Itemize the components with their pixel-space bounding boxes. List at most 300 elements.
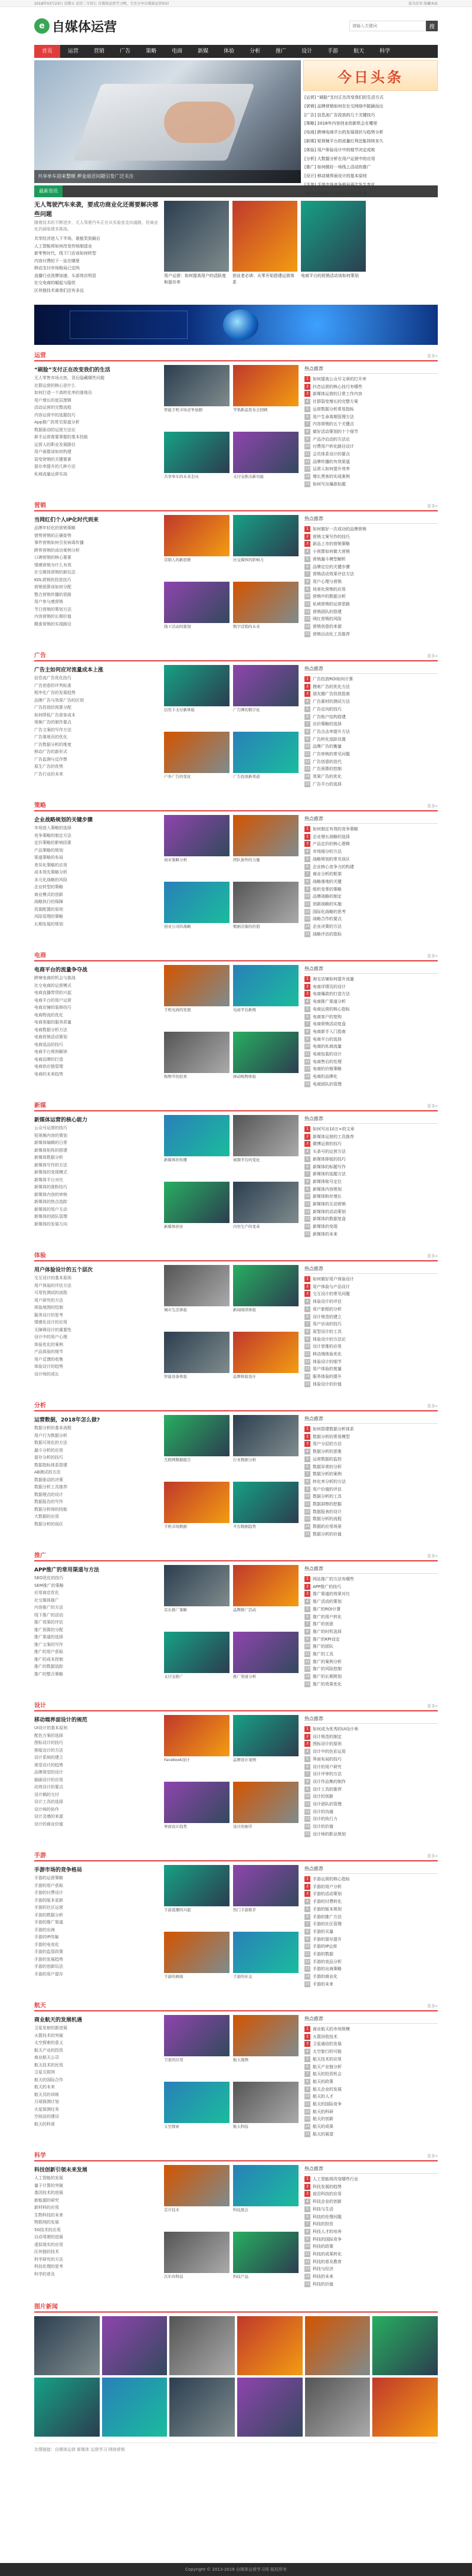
hot-text[interactable]: 国际化战略的思考	[313, 909, 346, 914]
image-caption[interactable]: 用户运营：如何提高用户的活跃度和留存率	[164, 273, 226, 285]
article-item[interactable]: 新手运营需要掌握的基本技能	[34, 435, 88, 439]
hot-item[interactable]	[304, 2056, 438, 2063]
hot-text[interactable]: 用户生命周期管理方法	[313, 414, 354, 419]
article-item[interactable]: 电商客服的服务质量	[34, 1020, 71, 1025]
article-item[interactable]: 电商促销活动策划	[34, 1035, 67, 1039]
hot-text[interactable]: 新媒体的活动策划	[313, 1209, 346, 1214]
hot-item[interactable]	[304, 1756, 438, 1763]
hot-text[interactable]: 电商团队的管理	[313, 1081, 342, 1087]
hot-item[interactable]	[304, 1898, 438, 1906]
hot-item[interactable]	[304, 1028, 438, 1036]
tile-caption[interactable]: 航天科技	[233, 2124, 248, 2129]
hot-text[interactable]: 淘宝店铺如何提升流量	[313, 977, 354, 982]
hot-item[interactable]	[304, 683, 438, 691]
article-item[interactable]: 电商供应链管理	[34, 1064, 63, 1069]
article-item[interactable]: 节日营销的策划方法	[34, 606, 71, 612]
tile-caption[interactable]: 京东推广策略	[164, 1607, 187, 1612]
hot-text[interactable]: 数据分析的价值	[313, 1531, 342, 1537]
hot-item[interactable]	[304, 481, 438, 488]
hot-item[interactable]	[304, 2265, 438, 2273]
hot-text[interactable]: 企业核心竞争力的构建	[313, 864, 354, 869]
article-item[interactable]: 用户体验的评估方法	[34, 1283, 71, 1288]
image-tile[interactable]	[164, 1265, 230, 1328]
hero-slider[interactable]	[34, 60, 301, 183]
section-title[interactable]: 科学	[34, 2153, 46, 2159]
photo-tile[interactable]	[34, 2316, 100, 2375]
hot-text[interactable]: 航天的展望	[313, 2131, 333, 2137]
hot-text[interactable]: 小预算如何做大营销	[313, 549, 350, 555]
tile-caption[interactable]: 界面设计趋势	[164, 1824, 187, 1829]
article-item[interactable]: 用户参与感营销	[34, 599, 63, 604]
hot-text[interactable]: 电商客户的复购	[313, 1014, 342, 1019]
section-headline[interactable]: APP推广的常用渠道与方法	[34, 1567, 100, 1573]
article-item[interactable]: 区块链的技术	[34, 2249, 59, 2254]
article-item[interactable]: 数据埋点的设计	[34, 1492, 63, 1497]
hot-text[interactable]: 电商爆款的打造方法	[313, 992, 350, 997]
hot-item[interactable]	[304, 1148, 438, 1156]
image-tile[interactable]	[233, 1715, 299, 1778]
hot-text[interactable]: 营销文案写作的技巧	[313, 534, 350, 539]
article-item[interactable]: 动效设计的要点	[34, 1785, 63, 1789]
tile-caption[interactable]: 手机市场数据	[164, 1524, 187, 1529]
article-item[interactable]: 社交媒体营销的新玩法	[34, 570, 76, 575]
hot-item[interactable]	[304, 1283, 438, 1291]
hot-item[interactable]	[304, 1373, 438, 1381]
article-item[interactable]: 手游的付费设计	[34, 1890, 63, 1895]
section-headline[interactable]: 运营数据，2018年怎么做?	[34, 1417, 100, 1423]
hot-item[interactable]	[304, 1620, 438, 1628]
hot-text[interactable]: 社群裂变增长的完整方案	[313, 399, 358, 405]
hot-text[interactable]: 电商详情页的设计	[313, 984, 346, 989]
article-item[interactable]: 跨界营销的成功案例分析	[34, 547, 80, 553]
hot-text[interactable]: 手游的IP运营	[313, 1944, 337, 1949]
tile-caption[interactable]: 城市生活体验	[164, 1307, 187, 1312]
hot-text[interactable]: 手游的付费转化	[313, 1899, 342, 1905]
hot-text[interactable]: 科技的价值	[313, 2281, 333, 2287]
hot-text[interactable]: 出价策略的选择	[313, 722, 342, 727]
tile-caption[interactable]: 线下活动的策划	[164, 624, 191, 629]
article-item[interactable]: 体验优化的案例	[34, 1342, 63, 1347]
photo-tile[interactable]	[102, 2378, 168, 2437]
hot-text[interactable]: 手游的社区管理	[313, 1922, 342, 1927]
article-item[interactable]: 推广渠道的选择	[34, 1635, 63, 1639]
image-tile[interactable]	[233, 2165, 299, 2228]
hot-item[interactable]	[304, 570, 438, 578]
hot-item[interactable]	[304, 2228, 438, 2236]
image-tile[interactable]	[164, 732, 230, 795]
article-item[interactable]: 情感化设计的应用	[34, 1320, 67, 1325]
article-item[interactable]: 新媒体的团队管理	[34, 1214, 67, 1219]
article-item[interactable]: 数据分析师的技能	[34, 1507, 67, 1512]
article-item[interactable]: 手游的电竞化	[34, 1942, 59, 1947]
hot-item[interactable]	[304, 1815, 438, 1823]
hot-item[interactable]	[304, 1358, 438, 1366]
hot-item[interactable]	[304, 1906, 438, 1913]
tile-caption[interactable]: 创业公司的战略	[164, 924, 191, 929]
article-item[interactable]: 设计的商业价值	[34, 1821, 63, 1827]
article-item[interactable]: 航天产业的投资	[34, 2047, 63, 2053]
article-item[interactable]: 火星探测任务	[34, 2107, 59, 2112]
hot-item[interactable]	[304, 728, 438, 736]
hot-item[interactable]	[304, 1433, 438, 1441]
image-tile[interactable]	[233, 1782, 299, 1845]
tile-caption[interactable]: 内容生产的变革	[233, 1224, 260, 1229]
latest-item[interactable]: 内容付费的下一站在哪里	[34, 258, 80, 263]
hot-text[interactable]: 手游的买量	[313, 1929, 333, 1934]
slider-caption[interactable]: 共享单车迎来整顿 押金退还问题引发广泛关注	[34, 170, 301, 183]
hot-text[interactable]: 如何做好一次成功的品牌营销	[313, 527, 366, 531]
hot-item[interactable]	[304, 1801, 438, 1808]
article-item[interactable]: 信息流广告优化技巧	[34, 676, 71, 680]
tile-caption[interactable]: 太空探索	[164, 2124, 179, 2129]
hot-item[interactable]	[304, 1920, 438, 1928]
article-item[interactable]: 推广文案的写作	[34, 1642, 63, 1647]
more-link[interactable]: 更多»	[427, 654, 438, 658]
hot-item[interactable]	[304, 526, 438, 533]
today-item[interactable]: [新媒] 短视频平台的流量红利还能持续多久	[304, 138, 384, 144]
article-item[interactable]: 产品策略的规划	[34, 847, 63, 853]
article-item[interactable]: AB测试的方法	[34, 1470, 61, 1475]
tile-caption[interactable]: 电商平台新规	[233, 1007, 256, 1012]
article-item[interactable]: 商业航天公司	[34, 2055, 59, 2060]
hot-item[interactable]	[304, 563, 438, 571]
nav-item[interactable]: 电商	[172, 48, 183, 54]
hot-item[interactable]	[304, 878, 438, 886]
hot-item[interactable]	[304, 406, 438, 413]
hot-text[interactable]: 如何做好用户体验设计	[313, 1277, 354, 1282]
article-item[interactable]: 推广的整合策略	[34, 1671, 63, 1677]
site-logo[interactable]	[34, 17, 117, 35]
article-item[interactable]: 定价策略的影响因素	[34, 840, 71, 845]
latest-image-card[interactable]	[232, 201, 297, 300]
article-item[interactable]: 服务设计的思考	[34, 1312, 63, 1318]
hot-item[interactable]	[304, 1726, 438, 1733]
hot-text[interactable]: 航天产业链分析	[313, 2064, 342, 2069]
hot-text[interactable]: 科技的国际竞争	[313, 2236, 342, 2242]
article-item[interactable]: 新媒体编辑的日常	[34, 1140, 67, 1145]
hot-item[interactable]	[304, 2063, 438, 2071]
hot-text[interactable]: 如何写出爆款标题	[313, 481, 346, 487]
article-item[interactable]: 科学的普及	[34, 2271, 55, 2277]
hot-item[interactable]	[304, 1733, 438, 1741]
hot-text[interactable]: 新品上市的营销策略	[313, 542, 350, 547]
hot-text[interactable]: 如何提高公众号文章的打开率	[313, 377, 366, 381]
article-item[interactable]: 活动运营的完整流程	[34, 405, 71, 410]
hot-item[interactable]	[304, 1613, 438, 1621]
image-tile[interactable]	[233, 1332, 299, 1395]
hot-text[interactable]: 设计规范的制定	[313, 1734, 342, 1739]
hot-item[interactable]	[304, 1890, 438, 1898]
latest-item[interactable]: 区块链技术离我们还有多远	[34, 288, 84, 293]
article-item[interactable]: 社交电商的运营模式	[34, 983, 71, 988]
search-button[interactable]: 搜	[426, 21, 438, 31]
article-item[interactable]: 科技伦理的思考	[34, 2264, 63, 2269]
hot-text[interactable]: 效果广告的优化	[313, 774, 342, 780]
hot-text[interactable]: 新媒体的数据复盘	[313, 1217, 346, 1222]
image-tile[interactable]	[164, 882, 230, 945]
article-item[interactable]: 插画设计的应用	[34, 1777, 63, 1782]
article-item[interactable]: 原生广告的优势	[34, 764, 63, 769]
article-item[interactable]: 数据可视化的方法	[34, 1440, 67, 1445]
image-tile[interactable]	[233, 1265, 299, 1328]
image-tile[interactable]	[233, 1932, 299, 1995]
hot-item[interactable]	[304, 856, 438, 863]
hot-item[interactable]	[304, 601, 438, 608]
tile-caption[interactable]: 品牌体验设计	[233, 1374, 256, 1379]
hot-text[interactable]: 运营数据分析常用指标	[313, 406, 354, 412]
photo-tile[interactable]	[372, 2378, 438, 2437]
hot-text[interactable]: 航天的创新	[313, 2117, 333, 2122]
hot-text[interactable]: 数据的应用场景	[313, 1524, 342, 1530]
hot-item[interactable]	[304, 1763, 438, 1771]
hot-text[interactable]: 设计师的职业规划	[313, 1831, 346, 1837]
hot-item[interactable]	[304, 1140, 438, 1148]
photo-tile[interactable]	[305, 2378, 371, 2437]
hot-item[interactable]	[304, 848, 438, 856]
section-title[interactable]: 新媒	[34, 1103, 46, 1109]
hot-item[interactable]	[304, 1770, 438, 1778]
hot-item[interactable]	[304, 2236, 438, 2244]
hot-item[interactable]	[304, 1170, 438, 1178]
article-item[interactable]: 漏斗分析的应用	[34, 1447, 63, 1453]
nav-item[interactable]: 首页	[34, 45, 60, 58]
hot-text[interactable]: 手游的数据	[313, 1952, 333, 1957]
hot-text[interactable]: 推广的案例分析	[313, 1659, 342, 1664]
latest-headline[interactable]: 无人驾驶汽车来袭，要成功商业化还需要解决哪些问题	[34, 202, 158, 218]
tile-caption[interactable]: 手游的社交	[233, 1974, 253, 1979]
hot-item[interactable]	[304, 1606, 438, 1613]
hot-item[interactable]	[304, 2206, 438, 2213]
article-item[interactable]: 广告监测与反作弊	[34, 757, 67, 762]
image-tile[interactable]	[233, 515, 299, 578]
hot-item[interactable]	[304, 2213, 438, 2221]
tile-caption[interactable]: 视频平台的变化	[233, 1157, 260, 1162]
hot-item[interactable]	[304, 458, 438, 466]
article-item[interactable]: 手游的推广渠道	[34, 1920, 63, 1925]
hot-text[interactable]: 数据分析的工具	[313, 1494, 342, 1499]
latest-item[interactable]: 移动支付市场格局已定吗	[34, 266, 80, 270]
image-tile[interactable]	[233, 1865, 299, 1928]
article-item[interactable]: 电商物流的优化	[34, 1012, 63, 1018]
hot-text[interactable]: 产品定价的核心逻辑	[313, 842, 350, 847]
article-item[interactable]: 用户研究的方法	[34, 1297, 63, 1303]
hot-item[interactable]	[304, 1290, 438, 1298]
hot-text[interactable]: 电商的私域流量	[313, 1044, 342, 1049]
hot-item[interactable]	[304, 676, 438, 683]
article-item[interactable]: 视频广告的制作要点	[34, 720, 71, 725]
tile-caption[interactable]: 科技产品	[233, 2274, 248, 2279]
hot-text[interactable]: 搜索广告的优化方法	[313, 684, 350, 689]
hot-text[interactable]: 体验设计的价值	[313, 1381, 342, 1387]
article-item[interactable]: 物联网的发展	[34, 2220, 59, 2225]
article-item[interactable]: 手游的监管政策	[34, 1949, 63, 1954]
today-item[interactable]: [广告] 信息流广告投放的几个关键技巧	[304, 112, 375, 118]
latest-item[interactable]: 人工智能将如何改变传统制造业	[34, 243, 92, 249]
image-tile[interactable]	[164, 2165, 230, 2228]
image-tile[interactable]	[164, 432, 230, 495]
article-item[interactable]: 电商平台的用户运营	[34, 997, 71, 1003]
article-item[interactable]: 可用性测试的流程	[34, 1290, 67, 1295]
section-title[interactable]: 推广	[34, 1553, 46, 1559]
article-item[interactable]: 5G技术的应用	[34, 2227, 61, 2232]
hot-item[interactable]	[304, 398, 438, 406]
hot-text[interactable]: 营销自动化工具推荐	[313, 631, 350, 637]
article-item[interactable]: 手游的发展趋势	[34, 1957, 63, 1962]
hot-item[interactable]	[304, 623, 438, 631]
article-item[interactable]: 设计工具的选择	[34, 1799, 63, 1804]
hot-item[interactable]	[304, 1913, 438, 1921]
hot-item[interactable]	[304, 2086, 438, 2094]
image-tile[interactable]	[233, 365, 299, 428]
hot-item[interactable]	[304, 1313, 438, 1321]
article-item[interactable]: 体验地图的绘制	[34, 1305, 63, 1310]
hot-item[interactable]	[304, 1928, 438, 1936]
article-item[interactable]: 数据分析工具推荐	[34, 1485, 67, 1489]
article-item[interactable]: 留存分析的技巧	[34, 1455, 63, 1460]
hot-text[interactable]: 新媒体运营的日常工作内容	[313, 392, 362, 397]
hot-item[interactable]	[304, 383, 438, 391]
hot-text[interactable]: 科技的成果转化	[313, 2252, 342, 2257]
hot-text[interactable]: 设计思维的应用	[313, 1344, 342, 1349]
article-item[interactable]: 商业模式的创新	[34, 892, 63, 897]
more-link[interactable]: 更多»	[427, 1254, 438, 1258]
hot-text[interactable]: 运营人如何提升效率	[313, 467, 350, 472]
image-tile[interactable]	[233, 432, 299, 495]
nav-item[interactable]: 广告	[120, 48, 131, 54]
hot-item[interactable]	[304, 1276, 438, 1283]
hot-text[interactable]: 会员体系设计的要点	[313, 452, 350, 457]
hot-text[interactable]: 手游的商业化	[313, 1974, 337, 1980]
hot-text[interactable]: 航天的国际竞争	[313, 2102, 342, 2107]
image-tile[interactable]	[164, 1332, 230, 1395]
hot-item[interactable]	[304, 1673, 438, 1681]
hot-item[interactable]	[304, 698, 438, 706]
article-item[interactable]: 社交媒体推广	[34, 1597, 59, 1603]
hot-item[interactable]	[304, 1365, 438, 1373]
article-item[interactable]: 手游的运营策略	[34, 1876, 63, 1880]
article-item[interactable]: 手游的出海	[34, 1927, 55, 1932]
hot-item[interactable]	[304, 1470, 438, 1478]
section-headline[interactable]: 新媒体运营的核心能力	[34, 1117, 88, 1123]
hot-item[interactable]	[304, 428, 438, 436]
hot-item[interactable]	[304, 2198, 438, 2206]
article-item[interactable]: 私域流量运营实战	[34, 471, 67, 477]
hot-text[interactable]: 原型设计的工具	[313, 1329, 342, 1334]
article-item[interactable]: SEM推广的策略	[34, 1583, 64, 1588]
hot-text[interactable]: 新媒体的选题方法	[313, 1172, 346, 1177]
hot-item[interactable]	[304, 1156, 438, 1163]
more-link[interactable]: 更多»	[427, 1104, 438, 1108]
hot-text[interactable]: 航天技术的应用	[313, 2056, 342, 2062]
hot-item[interactable]	[304, 631, 438, 638]
hot-item[interactable]	[304, 713, 438, 721]
hot-text[interactable]: 人工智能将改变哪些行业	[313, 2177, 358, 2182]
tile-caption[interactable]: Facebook设计	[164, 1757, 190, 1762]
hot-item[interactable]	[304, 1006, 438, 1013]
article-item[interactable]: 设计系统的建立	[34, 1755, 63, 1760]
hot-item[interactable]	[304, 593, 438, 601]
hot-text[interactable]: 新媒体的变现	[313, 1224, 337, 1230]
hot-item[interactable]	[304, 2251, 438, 2258]
hot-text[interactable]: 营销活动效果评估方法	[313, 572, 354, 577]
article-item[interactable]: 基因技术的进展	[34, 2190, 63, 2195]
tile-caption[interactable]: 品牌推广活动	[233, 1607, 256, 1612]
hot-text[interactable]: 如何写出10万+的文章	[313, 1127, 355, 1132]
article-item[interactable]: 新能源的研究	[34, 2197, 59, 2203]
section-title[interactable]: 设计	[34, 1703, 46, 1709]
hot-text[interactable]: 新媒体的标题写作	[313, 1164, 346, 1169]
article-item[interactable]: 新媒体写作的方法	[34, 1162, 67, 1168]
tile-caption[interactable]: 芯片技术	[164, 2207, 179, 2212]
article-item[interactable]: 设计师的成长	[34, 1371, 59, 1377]
hot-text[interactable]: 电商的品牌化	[313, 1074, 337, 1080]
article-item[interactable]: 航天的未来	[34, 2085, 55, 2089]
article-item[interactable]: 数据报告的写作	[34, 1499, 63, 1504]
photo-tile[interactable]	[169, 2316, 235, 2375]
hot-text[interactable]: 科技的政策	[313, 2244, 333, 2249]
tile-caption[interactable]: 移动购物体验	[233, 1074, 256, 1079]
hot-item[interactable]	[304, 2183, 438, 2191]
section-headline[interactable]: 商业航天的发展机遇	[34, 2017, 83, 2023]
hot-text[interactable]: 手游的留存提升	[313, 1936, 342, 1942]
tile-caption[interactable]: 智能设备体验	[164, 1374, 187, 1379]
tile-caption[interactable]: 新媒体的传播	[164, 1157, 187, 1162]
article-item[interactable]: 数据分析的基本流程	[34, 1426, 71, 1430]
hot-item[interactable]	[304, 1426, 438, 1433]
article-item[interactable]: 手游的创新玩法	[34, 1964, 63, 1969]
tile-caption[interactable]: 手游直播的兴起	[164, 1907, 191, 1912]
more-link[interactable]: 更多»	[427, 1704, 438, 1708]
hot-text[interactable]: 手游的推广方法	[313, 1914, 342, 1919]
article-item[interactable]: 无人零售市场火热，背后隐藏哪些问题	[34, 376, 104, 380]
hot-text[interactable]: 前沿科技的应用	[313, 2192, 342, 2197]
article-item[interactable]: 用户行为数据分析	[34, 1433, 67, 1438]
hot-text[interactable]: 图标设计的原则	[313, 1742, 342, 1747]
hot-text[interactable]: 航天的成果	[313, 2124, 333, 2130]
article-item[interactable]: 成本领先策略分析	[34, 870, 67, 875]
hot-item[interactable]	[304, 1808, 438, 1816]
article-item[interactable]: 推广的数据追踪	[34, 1664, 63, 1669]
hot-item[interactable]	[304, 1823, 438, 1831]
article-item[interactable]: 战略执行的保障	[34, 899, 63, 904]
tile-caption[interactable]: 新媒体创业	[164, 1224, 183, 1229]
hot-text[interactable]: 电商新手入门指南	[313, 1029, 346, 1034]
hot-text[interactable]: 体验设计的细节	[313, 1359, 342, 1364]
tile-caption[interactable]: 信用卡支付新体验	[164, 707, 195, 712]
image-tile[interactable]	[233, 2232, 299, 2295]
hot-text[interactable]: 新媒体排版的技巧	[313, 1156, 346, 1162]
hot-item[interactable]	[304, 2123, 438, 2131]
hot-item[interactable]	[304, 1973, 438, 1981]
hot-item[interactable]	[304, 1665, 438, 1673]
hot-item[interactable]	[304, 706, 438, 713]
more-link[interactable]: 更多»	[427, 2004, 438, 2008]
hot-item[interactable]	[304, 1463, 438, 1471]
section-title[interactable]: 航天	[34, 2003, 46, 2009]
hot-item[interactable]	[304, 540, 438, 548]
hot-text[interactable]: 科技企业的创新	[313, 2199, 342, 2205]
hot-text[interactable]: 广告素材的测试方法	[313, 699, 350, 705]
article-item[interactable]: 短视频内容的策划	[34, 1133, 67, 1138]
image-tile[interactable]	[164, 1782, 230, 1845]
hot-text[interactable]: 微博运营的技巧	[313, 1142, 342, 1147]
article-item[interactable]: 如何降低广告获客成本	[34, 712, 76, 718]
hot-text[interactable]: 战略规划的常见误区	[313, 856, 350, 862]
tile-caption[interactable]: 支付宝推出新功能	[233, 474, 264, 479]
image-tile[interactable]	[233, 882, 299, 945]
tile-caption[interactable]: 数字营销的未来	[233, 624, 260, 629]
hot-item[interactable]	[304, 1486, 438, 1494]
